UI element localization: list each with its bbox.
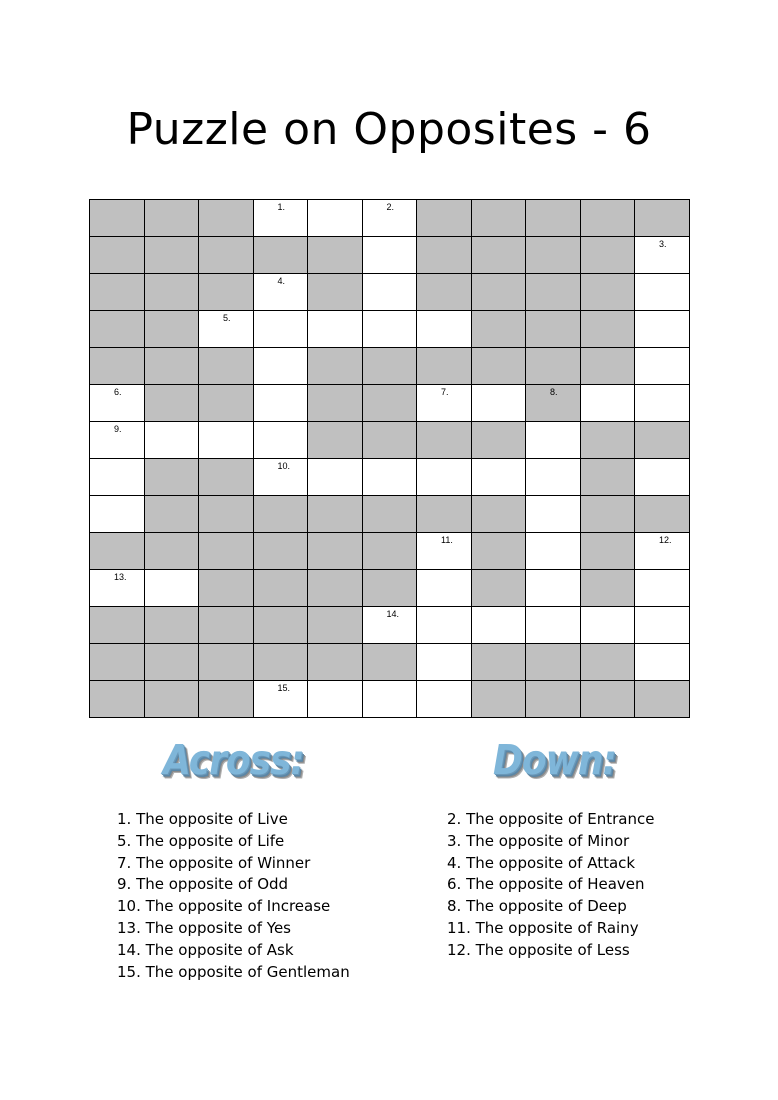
block-cell bbox=[145, 385, 200, 422]
block-cell bbox=[308, 237, 363, 274]
block-cell bbox=[308, 570, 363, 607]
across-heading: Across: bbox=[163, 737, 304, 785]
answer-cell[interactable] bbox=[635, 607, 690, 644]
answer-cell[interactable] bbox=[254, 348, 309, 385]
answer-cell[interactable] bbox=[581, 607, 636, 644]
answer-cell[interactable] bbox=[90, 385, 145, 422]
answer-cell[interactable] bbox=[145, 570, 200, 607]
across-clue: 10. The opposite of Increase bbox=[117, 897, 331, 916]
answer-cell[interactable] bbox=[145, 422, 200, 459]
block-cell bbox=[145, 681, 200, 718]
clue-number: 6. bbox=[114, 387, 122, 397]
down-clue: 4. The opposite of Attack bbox=[447, 853, 636, 872]
answer-cell[interactable] bbox=[254, 200, 309, 237]
answer-cell[interactable] bbox=[581, 385, 636, 422]
across-clue: 5. The opposite of Life bbox=[117, 831, 285, 850]
block-cell bbox=[635, 422, 690, 459]
block-cell bbox=[363, 496, 418, 533]
answer-cell[interactable] bbox=[417, 570, 472, 607]
answer-cell[interactable] bbox=[526, 533, 581, 570]
clue-number: 10. bbox=[277, 461, 291, 471]
block-cell bbox=[145, 533, 200, 570]
across-clue: 13. The opposite of Yes bbox=[117, 918, 291, 937]
block-cell bbox=[363, 533, 418, 570]
answer-cell[interactable] bbox=[635, 570, 690, 607]
puzzle-title: Puzzle on Opposites - 6 bbox=[126, 104, 652, 155]
block-cell bbox=[581, 237, 636, 274]
block-cell bbox=[363, 570, 418, 607]
down-clue: 12. The opposite of Less bbox=[447, 940, 630, 959]
answer-cell[interactable] bbox=[472, 459, 527, 496]
answer-cell[interactable] bbox=[363, 459, 418, 496]
block-cell bbox=[90, 681, 145, 718]
block-cell bbox=[472, 681, 527, 718]
across-clue: 15. The opposite of Gentleman bbox=[117, 962, 350, 981]
answer-cell[interactable] bbox=[363, 681, 418, 718]
block-cell bbox=[581, 459, 636, 496]
answer-cell[interactable] bbox=[90, 496, 145, 533]
block-cell bbox=[526, 644, 581, 681]
block-cell bbox=[581, 422, 636, 459]
block-cell bbox=[308, 348, 363, 385]
answer-cell[interactable] bbox=[417, 385, 472, 422]
block-cell bbox=[145, 200, 200, 237]
answer-cell[interactable] bbox=[308, 681, 363, 718]
block-cell bbox=[145, 496, 200, 533]
block-cell bbox=[145, 311, 200, 348]
block-cell bbox=[308, 607, 363, 644]
block-cell bbox=[90, 200, 145, 237]
block-cell bbox=[145, 459, 200, 496]
block-cell bbox=[199, 274, 254, 311]
block-cell bbox=[472, 237, 527, 274]
block-cell bbox=[254, 533, 309, 570]
block-cell bbox=[199, 496, 254, 533]
clue-number: 11. bbox=[441, 535, 453, 545]
block-cell bbox=[472, 570, 527, 607]
block-cell bbox=[581, 496, 636, 533]
block-cell bbox=[145, 607, 200, 644]
across-clue: 7. The opposite of Winner bbox=[117, 853, 311, 872]
block-cell bbox=[363, 422, 418, 459]
down-clue: 2. The opposite of Entrance bbox=[447, 810, 655, 828]
block-cell bbox=[308, 496, 363, 533]
down-clue: 8. The opposite of Deep bbox=[447, 897, 627, 916]
block-cell bbox=[417, 348, 472, 385]
block-cell bbox=[199, 385, 254, 422]
answer-cell[interactable] bbox=[635, 348, 690, 385]
answer-cell[interactable] bbox=[308, 459, 363, 496]
block-cell bbox=[199, 570, 254, 607]
answer-cell[interactable] bbox=[635, 237, 690, 274]
block-cell bbox=[526, 681, 581, 718]
clue-number: 3. bbox=[659, 239, 667, 249]
clue-number: 5. bbox=[223, 313, 231, 323]
down-clue: 3. The opposite of Minor bbox=[447, 831, 630, 850]
answer-cell[interactable] bbox=[635, 385, 690, 422]
answer-cell[interactable] bbox=[308, 311, 363, 348]
block-cell bbox=[254, 496, 309, 533]
clue-number: 1. bbox=[277, 202, 286, 212]
answer-cell[interactable] bbox=[363, 200, 418, 237]
answer-cell[interactable] bbox=[308, 200, 363, 237]
clue-number: 7. bbox=[441, 387, 449, 397]
across-clues bbox=[117, 809, 350, 983]
block-cell bbox=[417, 496, 472, 533]
answer-cell[interactable] bbox=[635, 311, 690, 348]
block-cell bbox=[472, 496, 527, 533]
block-cell bbox=[199, 200, 254, 237]
block-cell bbox=[581, 533, 636, 570]
block-cell bbox=[526, 311, 581, 348]
block-cell bbox=[635, 200, 690, 237]
answer-cell[interactable] bbox=[199, 422, 254, 459]
answer-cell[interactable] bbox=[90, 459, 145, 496]
answer-cell[interactable] bbox=[526, 422, 581, 459]
block-cell bbox=[199, 348, 254, 385]
block-cell bbox=[417, 422, 472, 459]
down-clue: 11. The opposite of Rainy bbox=[447, 918, 639, 937]
block-cell bbox=[635, 496, 690, 533]
block-cell bbox=[199, 459, 254, 496]
block-cell bbox=[417, 200, 472, 237]
block-cell bbox=[581, 348, 636, 385]
block-cell bbox=[90, 348, 145, 385]
block-cell bbox=[363, 644, 418, 681]
block-cell bbox=[581, 311, 636, 348]
across-clue: 1. The opposite of Live bbox=[117, 810, 288, 828]
answer-cell[interactable] bbox=[526, 607, 581, 644]
block-cell bbox=[199, 237, 254, 274]
answer-cell[interactable] bbox=[417, 459, 472, 496]
block-cell bbox=[199, 644, 254, 681]
block-cell bbox=[581, 274, 636, 311]
block-cell bbox=[472, 533, 527, 570]
clue-number: 9. bbox=[114, 424, 122, 434]
block-cell bbox=[363, 348, 418, 385]
block-cell bbox=[254, 237, 309, 274]
block-cell bbox=[145, 274, 200, 311]
answer-cell[interactable] bbox=[417, 644, 472, 681]
answer-cell[interactable] bbox=[417, 311, 472, 348]
answer-cell[interactable] bbox=[363, 311, 418, 348]
answer-cell[interactable] bbox=[635, 533, 690, 570]
answer-cell[interactable] bbox=[90, 422, 145, 459]
answer-cell[interactable] bbox=[363, 274, 418, 311]
block-cell bbox=[145, 237, 200, 274]
answer-cell[interactable] bbox=[472, 607, 527, 644]
answer-cell[interactable] bbox=[363, 237, 418, 274]
clue-number: 8. bbox=[550, 387, 558, 397]
block-cell bbox=[581, 570, 636, 607]
block-cell bbox=[308, 422, 363, 459]
answer-cell[interactable] bbox=[635, 644, 690, 681]
answer-cell[interactable] bbox=[254, 385, 309, 422]
clue-number: 12. bbox=[659, 535, 672, 545]
answer-cell[interactable] bbox=[254, 459, 309, 496]
answer-cell[interactable] bbox=[90, 570, 145, 607]
block-cell bbox=[254, 644, 309, 681]
crossword-grid bbox=[89, 199, 690, 718]
block-cell bbox=[581, 200, 636, 237]
answer-cell[interactable] bbox=[417, 533, 472, 570]
answer-cell[interactable] bbox=[363, 607, 418, 644]
block-cell bbox=[472, 274, 527, 311]
block-cell bbox=[472, 200, 527, 237]
block-cell bbox=[308, 644, 363, 681]
answer-cell[interactable] bbox=[417, 607, 472, 644]
block-cell bbox=[308, 533, 363, 570]
block-cell bbox=[90, 311, 145, 348]
block-cell bbox=[90, 237, 145, 274]
block-cell bbox=[472, 348, 527, 385]
down-clue: 6. The opposite of Heaven bbox=[447, 875, 645, 894]
block-cell bbox=[90, 274, 145, 311]
clue-number: 14. bbox=[386, 609, 400, 619]
clue-number: 15. bbox=[277, 683, 291, 693]
answer-cell[interactable] bbox=[254, 422, 309, 459]
across-clue: 9. The opposite of Odd bbox=[117, 875, 289, 894]
answer-cell[interactable] bbox=[472, 385, 527, 422]
clue-number: 13. bbox=[114, 572, 127, 582]
block-cell bbox=[145, 348, 200, 385]
block-cell bbox=[526, 348, 581, 385]
answer-cell[interactable] bbox=[635, 459, 690, 496]
block-cell bbox=[363, 385, 418, 422]
answer-cell[interactable] bbox=[635, 274, 690, 311]
block-cell bbox=[254, 570, 309, 607]
block-cell bbox=[199, 533, 254, 570]
down-heading: Down: bbox=[493, 737, 616, 785]
block-cell bbox=[472, 311, 527, 348]
block-cell bbox=[199, 681, 254, 718]
block-cell bbox=[417, 237, 472, 274]
answer-cell[interactable] bbox=[254, 274, 309, 311]
block-cell bbox=[581, 644, 636, 681]
block-cell bbox=[145, 644, 200, 681]
block-cell bbox=[472, 422, 527, 459]
answer-cell[interactable] bbox=[199, 311, 254, 348]
block-cell bbox=[90, 533, 145, 570]
block-cell bbox=[254, 607, 309, 644]
block-cell bbox=[472, 644, 527, 681]
answer-cell[interactable] bbox=[417, 681, 472, 718]
block-cell bbox=[581, 681, 636, 718]
block-cell bbox=[417, 274, 472, 311]
block-cell bbox=[199, 607, 254, 644]
block-cell bbox=[635, 681, 690, 718]
across-clue: 14. The opposite of Ask bbox=[117, 940, 294, 959]
answer-cell[interactable] bbox=[526, 459, 581, 496]
block-cell bbox=[90, 644, 145, 681]
answer-cell[interactable] bbox=[254, 681, 309, 718]
block-cell bbox=[526, 274, 581, 311]
block-cell bbox=[308, 274, 363, 311]
answer-cell[interactable] bbox=[254, 311, 309, 348]
block-cell bbox=[526, 385, 581, 422]
answer-cell[interactable] bbox=[526, 496, 581, 533]
block-cell bbox=[308, 385, 363, 422]
block-cell bbox=[526, 237, 581, 274]
down-clues bbox=[447, 809, 654, 962]
clue-number: 2. bbox=[386, 202, 395, 212]
clue-number: 4. bbox=[277, 276, 286, 286]
block-cell bbox=[90, 607, 145, 644]
block-cell bbox=[526, 200, 581, 237]
answer-cell[interactable] bbox=[526, 570, 581, 607]
